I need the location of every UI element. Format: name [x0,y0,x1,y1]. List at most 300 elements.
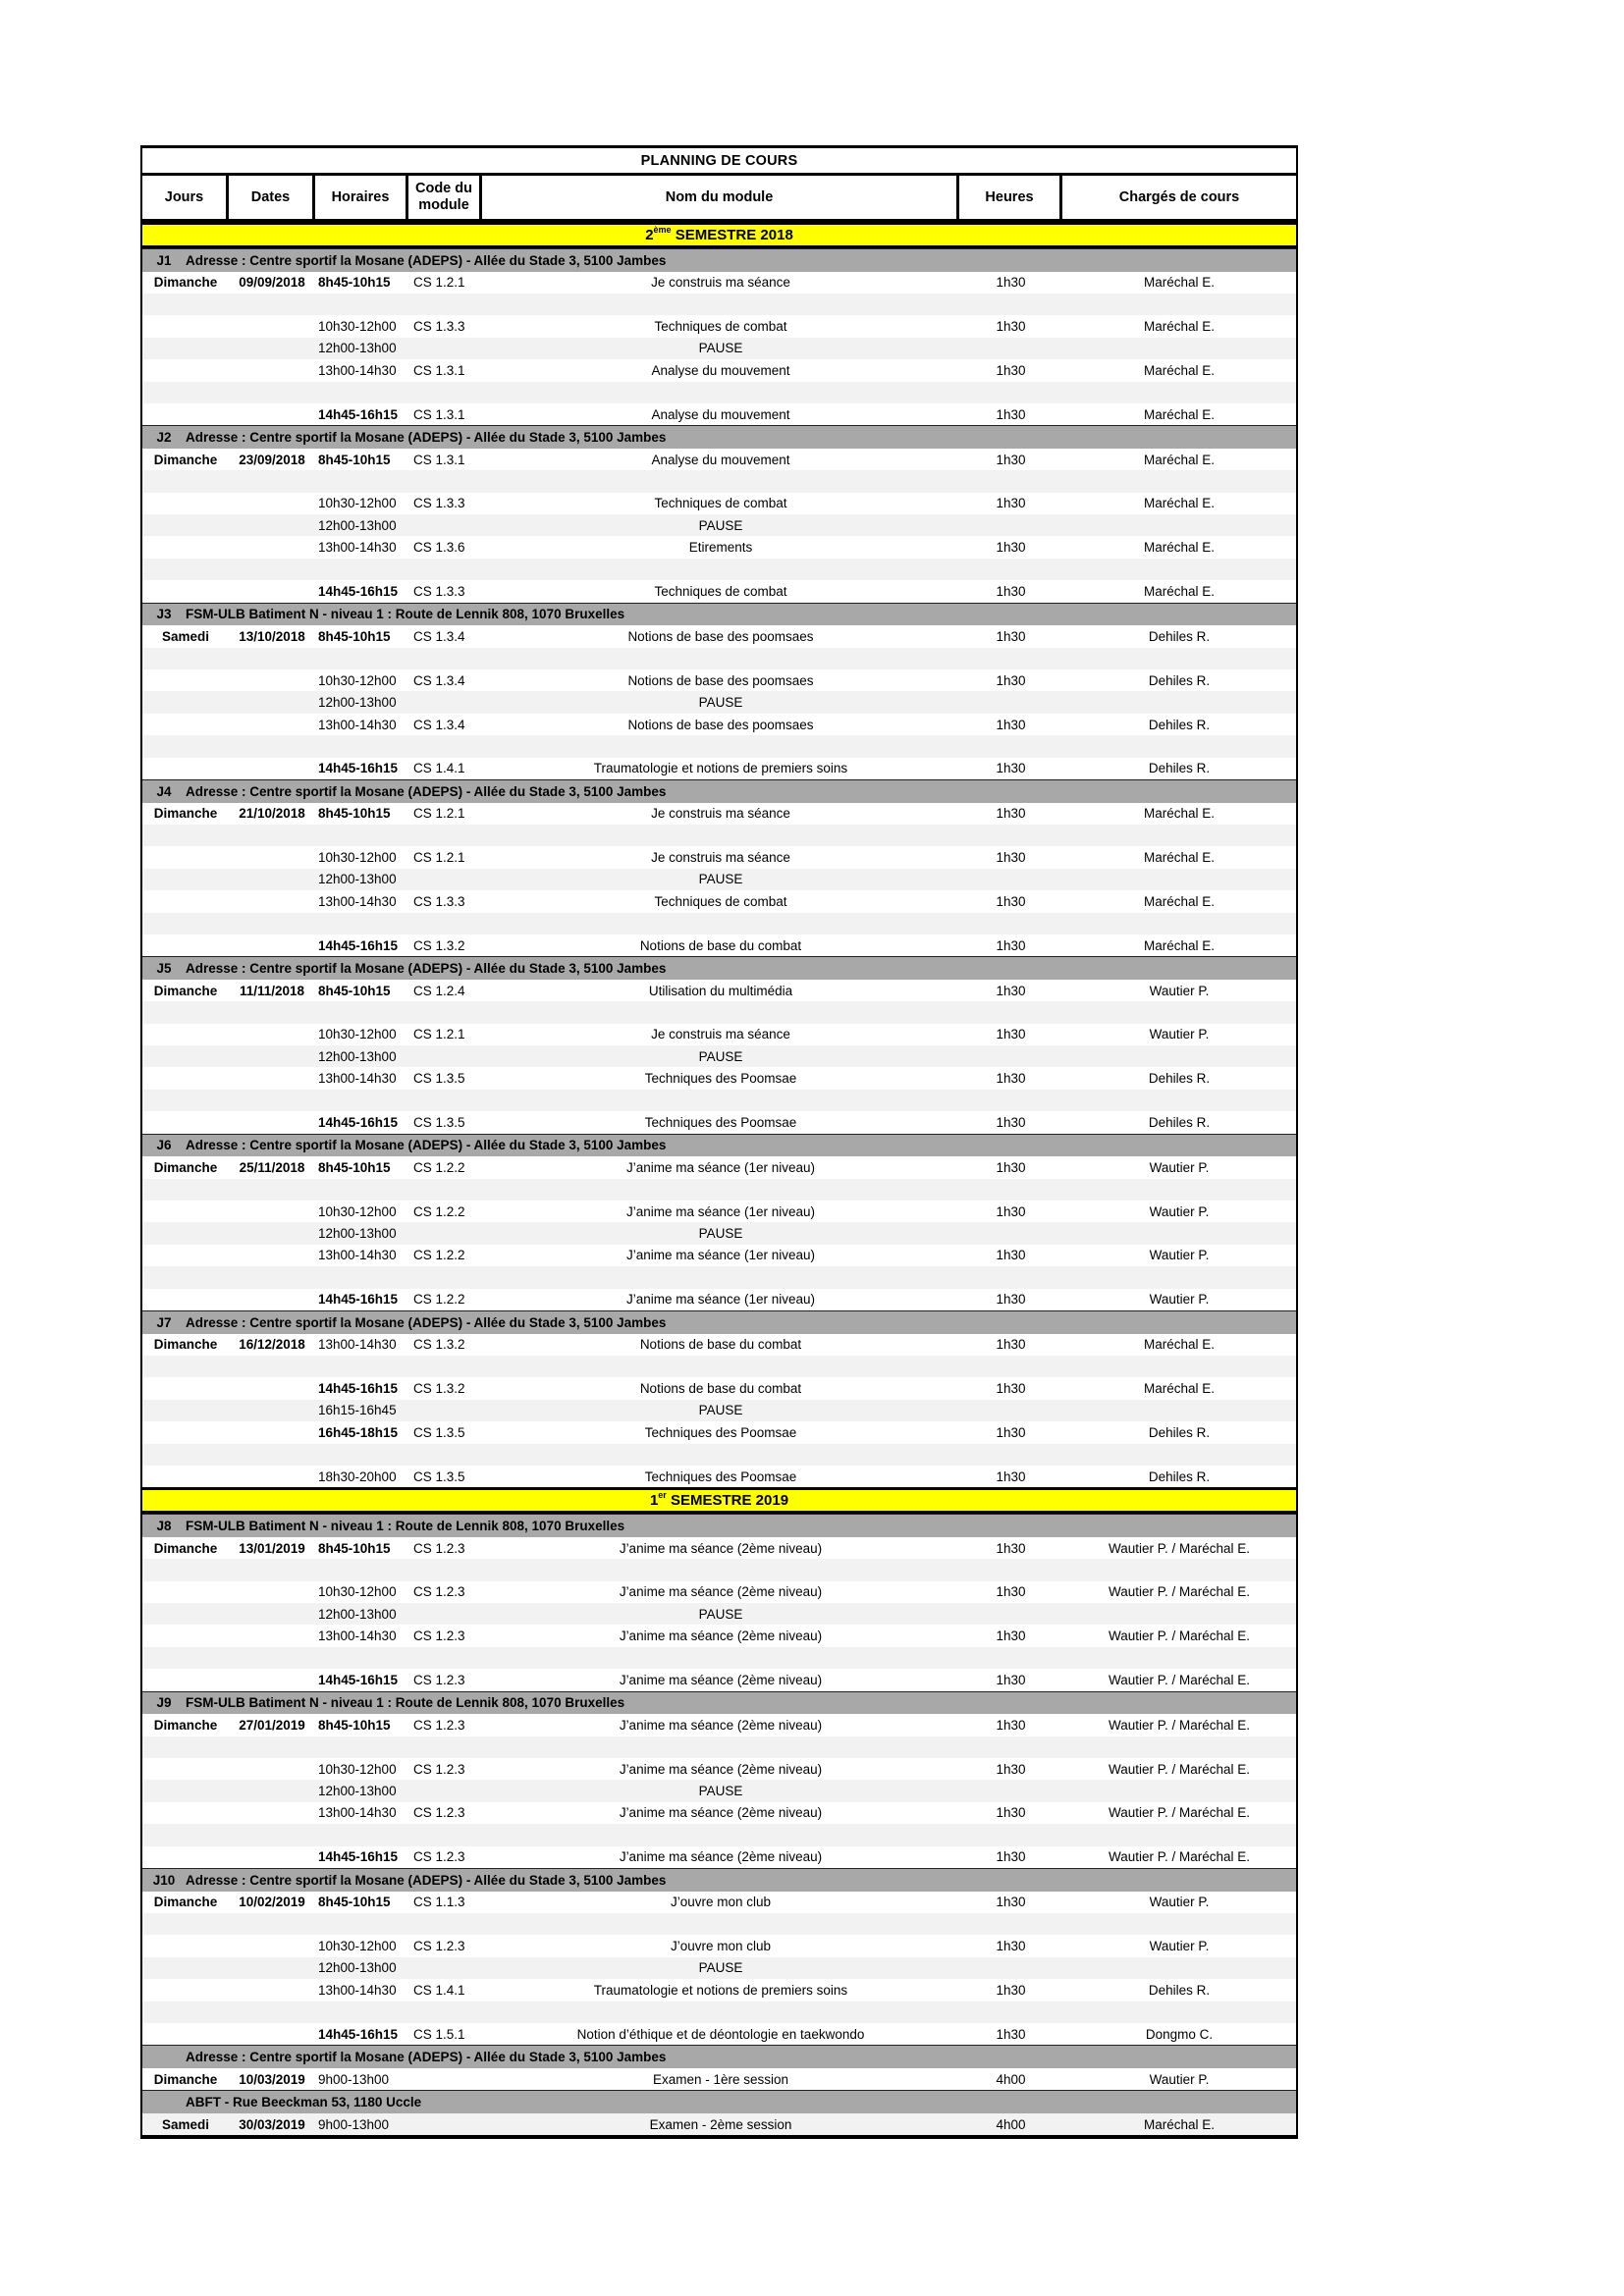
cell-charge: Maréchal E. [1143,406,1216,422]
cell-horaire: 8h45-10h15 [318,806,391,822]
cell-nom-module: J’anime ma séance (2ème niveau) [619,1629,823,1644]
cell-nom-module: PAUSE [698,517,743,533]
cell-charge: Wautier P. / Maréchal E. [1108,1672,1251,1687]
section-header-row [142,425,1296,449]
table-row [142,1581,1296,1603]
table-row [142,1045,1296,1067]
cell-heures: 1h30 [996,672,1026,688]
planning-table [140,145,1298,2139]
cell-heures: 1h30 [996,850,1026,866]
table-row [142,1625,1296,1646]
cell-horaire: 10h30-12h00 [318,1584,397,1600]
cell-code-module: CS 1.2.2 [413,1203,465,1219]
table-row [142,714,1296,735]
cell-heures: 1h30 [996,1292,1026,1308]
table-row [142,1466,1296,1487]
cell-heures: 1h30 [996,1027,1026,1042]
cell-heures: 1h30 [996,983,1026,998]
cell-jour: Dimanche [153,1540,218,1556]
table-row [142,1156,1296,1178]
table-row [142,1222,1296,1244]
table-body [142,222,1296,2135]
table-row [142,1647,1296,1669]
cell-horaire: 14h45-16h15 [318,1672,399,1687]
section-header-row [142,1691,1296,1715]
cell-horaire: 14h45-16h15 [318,406,399,422]
table-row [142,846,1296,868]
table-row [142,625,1296,647]
cell-nom-module: Techniques de combat [654,319,787,335]
cell-date: 27/01/2019 [239,1717,305,1733]
cell-heures: 1h30 [996,1584,1026,1600]
cell-charge: Dehiles R. [1148,761,1211,776]
cell-nom-module: Analyse du mouvement [651,362,790,378]
cell-code-module: CS 1.1.3 [413,1895,465,1910]
cell-date: 21/10/2018 [239,806,305,822]
block-address: Adresse : Centre sportif la Mosane (ADEPS) - Allée du Stade 3, 5100 Jambes [186,961,667,977]
cell-charge: Maréchal E. [1143,452,1216,467]
cell-horaire: 10h30-12h00 [318,1203,397,1219]
cell-charge: Dehiles R. [1148,1114,1211,1130]
cell-heures: 1h30 [996,1540,1026,1556]
cell-charge: Wautier P. [1149,1159,1210,1175]
table-row [142,1758,1296,1780]
col-header-charges: Chargés de cours [1118,188,1240,205]
table-row [142,1111,1296,1133]
block-label: J9 [156,1695,172,1711]
cell-horaire: 8h45-10h15 [318,983,391,998]
cell-horaire: 8h45-10h15 [318,452,391,467]
table-row [142,1289,1296,1310]
cell-charge: Wautier P. [1149,1027,1210,1042]
cell-heures: 1h30 [996,1939,1026,1954]
cell-horaire: 14h45-16h15 [318,1114,399,1130]
section-header-row [142,956,1296,980]
section-header-row [142,603,1296,626]
cell-heures: 1h30 [996,496,1026,511]
cell-heures: 1h30 [996,1337,1026,1353]
cell-nom-module: Utilisation du multimédia [648,983,793,998]
cell-horaire: 13h00-14h30 [318,1982,397,1998]
cell-charge: Wautier P. / Maréchal E. [1108,1761,1251,1777]
cell-charge: Maréchal E. [1143,540,1216,556]
cell-code-module: CS 1.3.3 [413,583,465,599]
cell-nom-module: PAUSE [698,872,743,887]
cell-jour: Dimanche [153,452,218,467]
cell-charge: Maréchal E. [1143,937,1216,953]
cell-charge: Dehiles R. [1148,672,1211,688]
cell-jour: Dimanche [153,1895,218,1910]
table-row [142,1024,1296,1045]
cell-charge: Maréchal E. [1143,1337,1216,1353]
cell-nom-module: J’anime ma séance (2ème niveau) [619,1761,823,1777]
cell-nom-module: PAUSE [698,695,743,711]
cell-nom-module: J’anime ma séance (2ème niveau) [619,1540,823,1556]
cell-charge: Wautier P. [1149,1248,1210,1263]
table-row [142,449,1296,470]
cell-charge: Maréchal E. [1143,806,1216,822]
cell-horaire: 13h00-14h30 [318,362,397,378]
cell-heures: 1h30 [996,806,1026,822]
cell-code-module: CS 1.3.3 [413,496,465,511]
cell-nom-module: PAUSE [698,1784,743,1799]
semester-superscript: er [658,1490,667,1501]
cell-nom-module: PAUSE [698,1403,743,1418]
table-row [142,1266,1296,1288]
table-row [142,403,1296,425]
table-row [142,913,1296,934]
cell-code-module: CS 1.3.2 [413,1337,465,1353]
block-address: FSM-ULB Batiment N - niveau 1 : Route de Lennik 808, 1070 Bruxelles [186,1519,625,1534]
cell-horaire: 13h00-14h30 [318,1071,397,1087]
cell-charge: Maréchal E. [1143,893,1216,909]
cell-charge: Maréchal E. [1143,496,1216,511]
cell-horaire: 10h30-12h00 [318,1939,397,1954]
cell-code-module: CS 1.3.5 [413,1071,465,1087]
cell-horaire: 10h30-12h00 [318,1027,397,1042]
col-header-heures: Heures [959,176,1062,219]
table-row [142,2023,1296,2045]
cell-code-module: CS 1.2.3 [413,1805,465,1821]
cell-nom-module: Etirements [688,540,753,556]
cell-date: 13/01/2019 [239,1540,305,1556]
cell-nom-module: J’anime ma séance (1er niveau) [625,1292,816,1308]
table-row [142,359,1296,381]
cell-charge: Dongmo C. [1145,2026,1214,2042]
cell-heures: 1h30 [996,362,1026,378]
table-row [142,536,1296,558]
block-address: Adresse : Centre sportif la Mosane (ADEPS) - Allée du Stade 3, 5100 Jambes [186,1872,667,1888]
table-row [142,338,1296,359]
cell-horaire: 13h00-14h30 [318,717,397,732]
cell-nom-module: J’anime ma séance (2ème niveau) [619,1805,823,1821]
cell-horaire: 14h45-16h15 [318,1292,399,1308]
cell-code-module: CS 1.2.4 [413,983,465,998]
cell-horaire: 10h30-12h00 [318,1761,397,1777]
table-row [142,1400,1296,1421]
cell-nom-module: J’ouvre mon club [670,1939,772,1954]
table-row [142,1356,1296,1377]
cell-charge: Wautier P. / Maréchal E. [1108,1849,1251,1865]
cell-charge: Wautier P. [1149,1939,1210,1954]
table-row [142,1913,1296,1935]
cell-heures: 1h30 [996,628,1026,644]
block-address: ABFT - Rue Beeckman 53, 1180 Uccle [186,2095,422,2110]
section-header-row [142,248,1296,272]
block-address: Adresse : Centre sportif la Mosane (ADEPS) - Allée du Stade 3, 5100 Jambes [186,2050,667,2065]
table-row [142,758,1296,779]
cell-code-module: CS 1.5.1 [413,2026,465,2042]
cell-horaire: 10h30-12h00 [318,672,397,688]
section-header-row [142,1134,1296,1157]
block-address: FSM-ULB Batiment N - niveau 1 : Route de Lennik 808, 1070 Bruxelles [186,607,625,622]
table-row [142,980,1296,1001]
cell-nom-module: Techniques de combat [654,583,787,599]
block-address: Adresse : Centre sportif la Mosane (ADEPS) - Allée du Stade 3, 5100 Jambes [186,783,667,799]
cell-horaire: 14h45-16h15 [318,1849,399,1865]
table-row [142,272,1296,294]
cell-horaire: 12h00-13h00 [318,1960,397,1976]
table-row [142,1245,1296,1266]
cell-horaire: 12h00-13h00 [318,517,397,533]
cell-nom-module: J’anime ma séance (2ème niveau) [619,1672,823,1687]
table-row [142,1377,1296,1399]
cell-horaire: 9h00-13h00 [318,2071,390,2087]
cell-heures: 1h30 [996,937,1026,953]
cell-horaire: 16h15-16h45 [318,1403,397,1418]
cell-jour: Dimanche [153,1337,218,1353]
cell-heures: 1h30 [996,1114,1026,1130]
cell-horaire: 12h00-13h00 [318,1226,397,1242]
col-header-code-module: Code du module [408,176,482,219]
cell-code-module: CS 1.3.5 [413,1424,465,1440]
cell-code-module: CS 1.2.3 [413,1939,465,1954]
table-row [142,1179,1296,1201]
cell-jour: Dimanche [153,1159,218,1175]
cell-code-module: CS 1.2.1 [413,275,465,291]
cell-charge: Dehiles R. [1148,628,1211,644]
cell-horaire: 8h45-10h15 [318,1540,391,1556]
cell-charge: Maréchal E. [1143,583,1216,599]
section-header-row [142,2045,1296,2068]
cell-code-module: CS 1.2.3 [413,1672,465,1687]
cell-charge: Wautier P. / Maréchal E. [1108,1629,1251,1644]
cell-horaire: 8h45-10h15 [318,1895,391,1910]
cell-charge: Wautier P. / Maréchal E. [1108,1584,1251,1600]
cell-heures: 1h30 [996,1071,1026,1087]
block-address: FSM-ULB Batiment N - niveau 1 : Route de Lennik 808, 1070 Bruxelles [186,1695,625,1711]
table-row [142,1892,1296,1913]
cell-horaire: 14h45-16h15 [318,1381,399,1397]
table-row [142,514,1296,536]
cell-code-module: CS 1.3.4 [413,672,465,688]
cell-code-module: CS 1.2.2 [413,1292,465,1308]
cell-nom-module: Techniques des Poomsae [644,1468,797,1484]
cell-heures: 1h30 [996,1672,1026,1687]
cell-heures: 1h30 [996,1248,1026,1263]
cell-nom-module: J’ouvre mon club [670,1895,772,1910]
table-row [142,648,1296,669]
cell-heures: 1h30 [996,540,1026,556]
cell-horaire: 12h00-13h00 [318,1784,397,1799]
cell-date: 16/12/2018 [239,1337,305,1353]
cell-code-module: CS 1.2.3 [413,1761,465,1777]
cell-code-module: CS 1.2.1 [413,806,465,822]
cell-charge: Wautier P. [1149,2071,1210,2087]
table-row [142,691,1296,713]
cell-charge: Maréchal E. [1143,1381,1216,1397]
cell-jour: Dimanche [153,1717,218,1733]
cell-charge: Wautier P. / Maréchal E. [1108,1717,1251,1733]
cell-nom-module: PAUSE [698,1226,743,1242]
block-address: Adresse : Centre sportif la Mosane (ADEPS) - Allée du Stade 3, 5100 Jambes [186,1314,667,1330]
table-row [142,559,1296,580]
section-header-row [142,2090,1296,2113]
col-header-nom-module: Nom du module [482,176,959,219]
section-header-row [142,779,1296,803]
table-row [142,735,1296,757]
cell-heures: 1h30 [996,406,1026,422]
cell-charge: Dehiles R. [1148,717,1211,732]
cell-nom-module: Je construis ma séance [651,275,790,291]
cell-horaire: 14h45-16h15 [318,2026,399,2042]
cell-nom-module: Techniques des Poomsae [644,1071,797,1087]
cell-nom-module: J’anime ma séance (1er niveau) [625,1203,816,1219]
table-row [142,1957,1296,1979]
section-header-row [142,1868,1296,1892]
cell-charge: Dehiles R. [1148,1982,1211,1998]
cell-nom-module: Traumatologie et notions de premiers soins [593,761,848,776]
cell-horaire: 8h45-10h15 [318,1159,391,1175]
cell-heures: 1h30 [996,1629,1026,1644]
table-row [142,294,1296,315]
semester-superscript: ème [653,225,672,235]
cell-horaire: 12h00-13h00 [318,695,397,711]
table-row [142,1421,1296,1443]
cell-heures: 1h30 [996,319,1026,335]
cell-date: 11/11/2018 [239,983,305,998]
cell-heures: 1h30 [996,1468,1026,1484]
cell-horaire: 13h00-14h30 [318,1629,397,1644]
cell-nom-module: PAUSE [698,1960,743,1976]
cell-nom-module: PAUSE [698,341,743,356]
col-header-horaires: Horaires [315,176,408,219]
block-label: J4 [156,783,172,799]
cell-heures: 1h30 [996,452,1026,467]
cell-nom-module: Techniques des Poomsae [644,1424,797,1440]
table-row [142,2113,1296,2135]
cell-horaire: 12h00-13h00 [318,1048,397,1064]
cell-code-module: CS 1.3.1 [413,362,465,378]
cell-nom-module: Notions de base des poomsaes [627,717,814,732]
cell-charge: Dehiles R. [1148,1071,1211,1087]
table-row [142,890,1296,912]
cell-nom-module: J’anime ma séance (2ème niveau) [619,1849,823,1865]
cell-heures: 1h30 [996,583,1026,599]
table-row [142,1559,1296,1580]
cell-date: 10/02/2019 [239,1895,305,1910]
cell-heures: 1h30 [996,2026,1026,2042]
cell-date: 09/09/2018 [239,275,305,291]
table-row [142,1001,1296,1023]
cell-code-module: CS 1.3.4 [413,628,465,644]
block-label: J8 [156,1519,172,1534]
cell-charge: Maréchal E. [1143,2116,1216,2132]
table-row [142,2002,1296,2023]
cell-heures: 1h30 [996,1761,1026,1777]
semester-label: 1er SEMESTRE 2019 [649,1490,789,1510]
cell-code-module: CS 1.3.5 [413,1468,465,1484]
cell-heures: 1h30 [996,1717,1026,1733]
cell-code-module: CS 1.2.2 [413,1248,465,1263]
cell-nom-module: PAUSE [698,1048,743,1064]
cell-code-module: CS 1.2.3 [413,1629,465,1644]
cell-charge: Wautier P. [1149,983,1210,998]
table-row [142,1537,1296,1559]
section-header-row [142,1514,1296,1537]
cell-charge: Wautier P. [1149,1292,1210,1308]
cell-charge: Wautier P. / Maréchal E. [1108,1540,1251,1556]
table-row [142,1714,1296,1735]
cell-code-module: CS 1.3.6 [413,540,465,556]
cell-date: 23/09/2018 [239,452,305,467]
block-label: J2 [156,430,172,446]
cell-jour: Samedi [161,628,210,644]
table-row [142,1067,1296,1089]
table-row [142,934,1296,956]
block-address: Adresse : Centre sportif la Mosane (ADEPS) - Allée du Stade 3, 5100 Jambes [186,252,667,268]
cell-horaire: 10h30-12h00 [318,850,397,866]
table-row [142,869,1296,890]
cell-code-module: CS 1.2.3 [413,1717,465,1733]
cell-horaire: 12h00-13h00 [318,1606,397,1622]
cell-code-module: CS 1.3.1 [413,406,465,422]
cell-code-module: CS 1.3.2 [413,937,465,953]
table-row [142,1935,1296,1956]
cell-nom-module: J’anime ma séance (2ème niveau) [619,1584,823,1600]
block-label: J5 [156,961,172,977]
cell-heures: 1h30 [996,1805,1026,1821]
cell-charge: Dehiles R. [1148,1468,1211,1484]
cell-charge: Maréchal E. [1143,850,1216,866]
table-row [142,1669,1296,1690]
cell-code-module: CS 1.3.2 [413,1381,465,1397]
cell-nom-module: Analyse du mouvement [651,452,790,467]
cell-horaire: 8h45-10h15 [318,275,391,291]
block-address: Adresse : Centre sportif la Mosane (ADEPS) - Allée du Stade 3, 5100 Jambes [186,430,667,446]
table-row [142,1736,1296,1758]
cell-heures: 1h30 [996,1159,1026,1175]
table-row [142,1201,1296,1222]
column-header-row [142,176,1296,222]
cell-nom-module: Analyse du mouvement [651,406,790,422]
cell-heures: 1h30 [996,1982,1026,1998]
cell-code-module: CS 1.2.2 [413,1159,465,1175]
section-header-row [142,1310,1296,1334]
cell-date: 30/03/2019 [239,2116,305,2132]
cell-nom-module: Je construis ma séance [651,1027,790,1042]
cell-horaire: 13h00-14h30 [318,893,397,909]
cell-heures: 1h30 [996,717,1026,732]
cell-horaire: 10h30-12h00 [318,319,397,335]
cell-charge: Wautier P. [1149,1895,1210,1910]
block-label: J1 [156,252,172,268]
table-row [142,2068,1296,2090]
cell-code-module: CS 1.2.1 [413,850,465,866]
page-title: PLANNING DE COURS [142,148,1296,176]
cell-heures: 1h30 [996,893,1026,909]
table-row [142,470,1296,492]
cell-nom-module: Notions de base du combat [639,1381,802,1397]
cell-jour: Samedi [161,2116,210,2132]
cell-charge: Dehiles R. [1148,1424,1211,1440]
cell-nom-module: Techniques de combat [654,496,787,511]
cell-code-module: CS 1.2.3 [413,1540,465,1556]
table-row [142,1444,1296,1466]
cell-horaire: 13h00-14h30 [318,540,397,556]
cell-code-module: CS 1.3.4 [413,717,465,732]
cell-nom-module: J’anime ma séance (1er niveau) [625,1248,816,1263]
cell-code-module: CS 1.4.1 [413,1982,465,1998]
cell-date: 13/10/2018 [239,628,305,644]
table-row [142,1846,1296,1868]
cell-horaire: 8h45-10h15 [318,1717,391,1733]
cell-heures: 4h00 [996,2071,1026,2087]
cell-jour: Dimanche [153,275,218,291]
block-address: Adresse : Centre sportif la Mosane (ADEPS) - Allée du Stade 3, 5100 Jambes [186,1138,667,1153]
cell-charge: Wautier P. [1149,1203,1210,1219]
cell-charge: Maréchal E. [1143,319,1216,335]
